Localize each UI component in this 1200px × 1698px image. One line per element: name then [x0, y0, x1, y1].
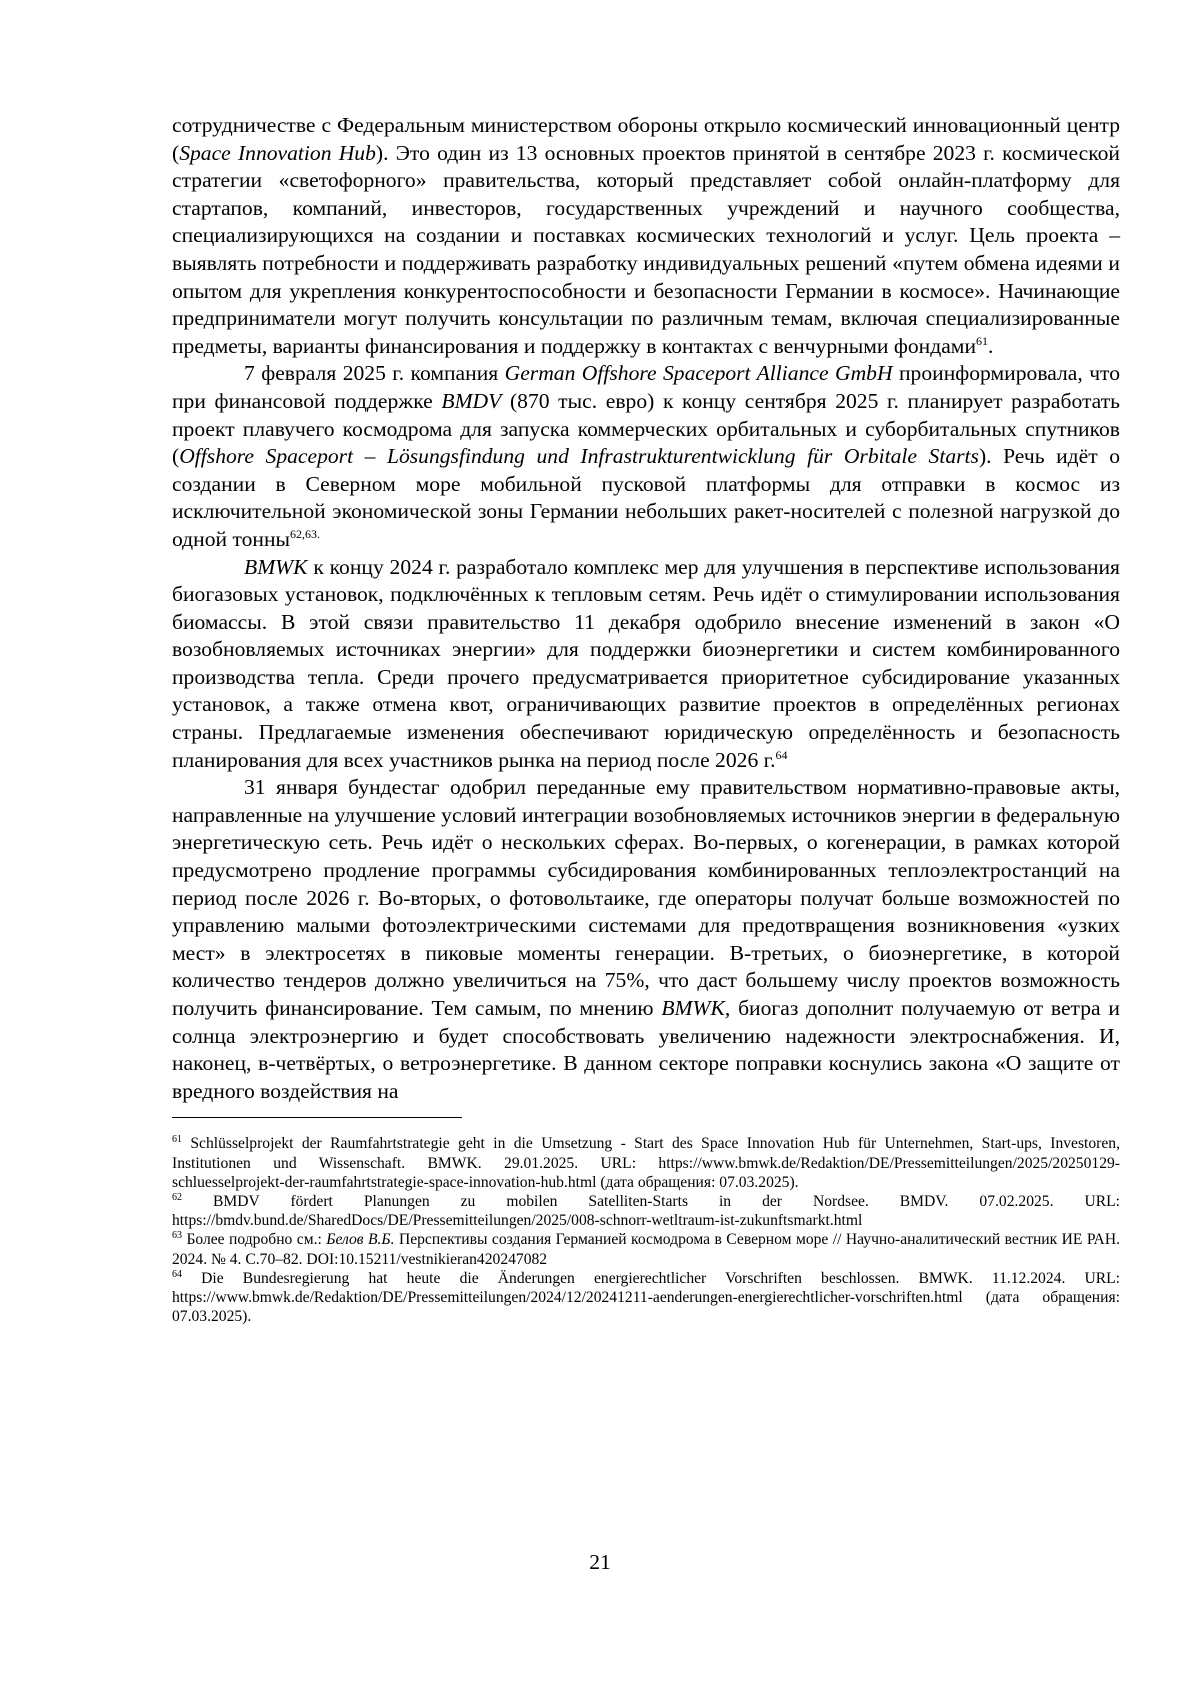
document-page: [172, 112, 1120, 1326]
footnote-separator: [172, 1117, 462, 1118]
paragraph-offshore-spaceport: 7 февраля 2025 г. компания German Offshore Spaceport Alliance GmbH проинформировала, что при финансовой поддержке BMDV (870 тыс. евро) к концу сентября 2025 г. планирует разработать проект плавучего космодрома для запуска коммерческих орбитальных и суборбитальных спутников (Offshore Spaceport – Lösungsfindung und Infrastrukturentwicklung für Orbitale Starts). Речь идёт о создании в Северном море мобильной пусковой платформы для отправки в космос из исключительной экономической зоны Германии небольших ракет-носителей с полезной нагрузкой до одной тонны$^{62,63.}$: [172, 361, 1120, 551]
paragraph-bundestag: 31 января бундестаг одобрил переданные ему правительством нормативно-правовые акты, направленные на улучшение условий интеграции возобновляемых источников энергии в федеральную энергетическую сеть. Речь идёт о нескольких сферах. Во-первых, о когенерации, в рамках которой предусмотрено продление программы субсидирования комбинированных теплоэлектростанций на период после 2026 г. Во-вторых, о фотовольтаике, где операторы получат больше возможностей по управлению малыми фотоэлектрическими системами для предотвращения возникновения «узких мест» в электросетях в пиковые моменты генерации. В-третьих, о биоэнергетике, в которой количество тендеров должно увеличиться на 75%, что даст большему числу проектов возможность получить финансирование. Тем самым, по мнению BMWK, биогаз дополнит получаемую от ветра и солнца электроэнергию и будет способствовать увеличению надежности электроснабжения. И, наконец, в-четвёртых, о ветроэнергетике. В данном секторе поправки коснулись закона «О защите от вредного воздействия на: [172, 775, 1120, 1103]
footnote-ref-62-63[interactable]: 62,63.: [290, 526, 321, 541]
footnote-ref-64[interactable]: 64: [775, 747, 788, 762]
italic-term: German Offshore Spaceport Alliance GmbH: [504, 361, 893, 386]
footnote-64: $^{64}$ Die Bundesregierung hat heute die Änderungen energierechtlicher Vorschriften beschlossen. BMWK. 11.12.2024. URL: https://www.bmwk.de/Redaktion/DE/Pressemitteilungen/2024/12/20241211-aenderungen-energierechtlicher-vorschriften.html (дата обращения: 07.03.2025).: [172, 1268, 1120, 1326]
footnote-61: $^{61}$ Schlüsselprojekt der Raumfahrtstrategie geht in die Umsetzung - Start des Space Innovation Hub für Unternehmen, Start-ups, Investoren, Institutionen und Wissenschaft. BMWK. 29.01.2025. URL: https://www.bmwk.de/Redaktion/DE/Pressemitteilungen/2025/20250129-schluesselprojekt-der-raumfahrtstrategie-space-innovation-hub.html (дата обращения: 07.03.2025).: [172, 1134, 1120, 1191]
paragraph-space-innovation-hub: сотрудничестве с Федеральным министерством обороны открыло космический инновационный центр (Space Innovation Hub). Это один из 13 основных проектов принятой в сентябре 2023 г. космической стратегии «светофорного» правительства, который представляет собой онлайн-платформу для стартапов, компаний, инвесторов, государственных учреждений и научного сообщества, специализирующихся на создании и поставках космических технологий и услуг. Цель проекта – выявлять потребности и поддерживать разработку индивидуальных решений «путем обмена идеями и опытом для укрепления конкурентоспособности и безопасности Германии в космосе». Начинающие предприниматели могут получить консультации по различным темам, включая специализированные предметы, варианты финансирования и поддержку в контактах с венчурными фондами$^{61}$.: [172, 113, 1120, 358]
page-number: 21: [589, 1550, 611, 1574]
footnotes: [172, 1134, 1120, 1326]
footnote-ref-61[interactable]: 61: [976, 333, 988, 348]
italic-term: BMWK,: [661, 996, 731, 1020]
paragraph-biogas: BMWK к концу 2024 г. разработало комплекс мер для улучшения в перспективе использования биогазовых установок, подключённых к тепловым сетям. Речь идёт о стимулировании использования биомассы. В этой связи правительство 11 декабря одобрило внесение изменений в закон «О возобновляемых источниках энергии» для поддержки биоэнергетики и систем комбинированного производства тепла. Среди прочего предусматривается приоритетное субсидирование указанных установок, а также отмена квот, ограничивающих развитие проектов в определённых регионах страны. Предлагаемые изменения обеспечивают юридическую определённость и безопасность планирования для всех участников рынка на период после 2026 г.$^{64}$: [172, 554, 1120, 772]
italic-term: Space Innovation Hub: [179, 140, 376, 165]
footnote-number: 64: [172, 1268, 182, 1280]
footnote-number: 61: [172, 1134, 182, 1146]
footnote-number: 63: [172, 1230, 182, 1242]
footnote-62: $^{62}$ BMDV fördert Planungen zu mobilen Satelliten-Starts in der Nordsee. BMDV. 07.02.2025. URL: https://bmdv.bund.de/SharedDocs/DE/Pressemitteilungen/2025/008-schnorr-wetltraum-ist-zukunftsmarkt.html: [172, 1191, 1120, 1230]
italic-term: BMDV: [441, 388, 502, 413]
italic-term: Offshore Spaceport – Lösungsfindung und Infrastrukturentwicklung für Orbitale Starts: [179, 444, 979, 469]
italic-term: BMWK: [244, 554, 308, 579]
footnote-number: 62: [172, 1191, 182, 1203]
footnote-63: $^{63}$ Более подробно см.: Белов В.Б. Перспективы создания Германией космодрома в Северном море // Научно-аналитический вестник ИЕ РАН. 2024. № 4. С.70–82. DOI:10.15211/vestnikieran420247082: [172, 1230, 1120, 1268]
italic-author: Белов В.Б.: [326, 1231, 395, 1249]
body-text: [172, 112, 1120, 1105]
